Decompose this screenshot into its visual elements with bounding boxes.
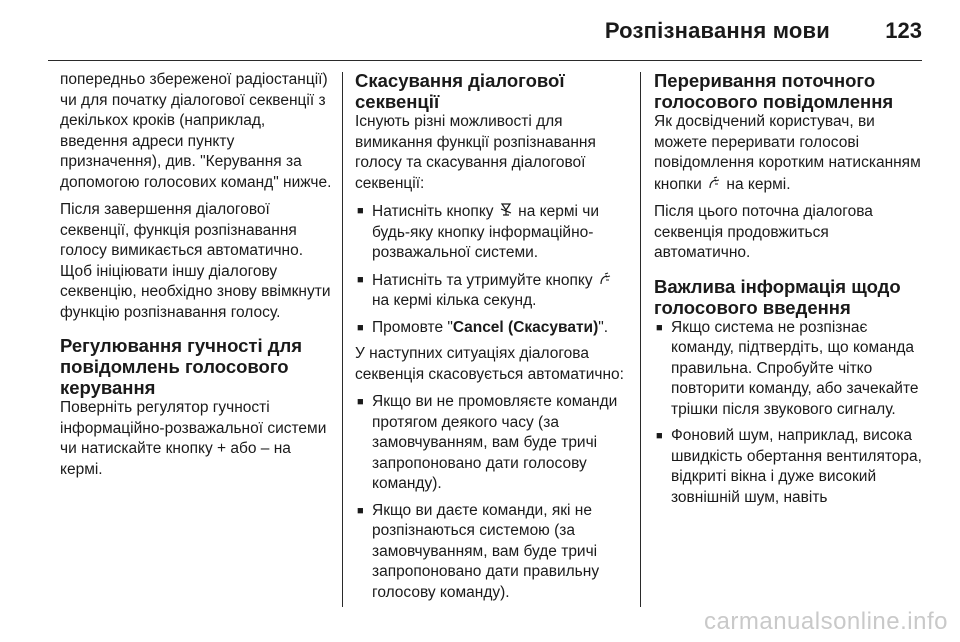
list-auto-cancel [355, 392, 627, 603]
page-header [0, 0, 960, 56]
list-item: ■ Якщо ви не промовляєте команди протягом деякого часу (за замовчуванням, вам буде тричі запропоновано дати голосову команду). [357, 393, 618, 492]
list-item: ■ Натисніть кнопку на кермі чи будь-яку кнопку інформаційно-розважальної системи. [357, 203, 599, 261]
heading-cancel: Скасування діалогової секвенції [355, 70, 565, 112]
heading-interrupt: Переривання поточного голосового повідомлення [654, 70, 894, 112]
bullet-icon: ■ [357, 321, 364, 334]
list-item: ■ Якщо ви даєте команди, які не розпізнаються системою (за замовчуванням, вам буде тричі запропоновано дати правильну голосову команду). [357, 501, 600, 601]
list-cancel-methods [355, 201, 627, 338]
page-number: 123 [885, 18, 922, 43]
column-2 [355, 70, 627, 609]
voice-control-icon [599, 270, 611, 291]
heading-volume: Регулювання гучності для повідомлень голосового керування [60, 335, 303, 398]
watermark: carmanualsonline.info [704, 608, 948, 635]
paragraph-volume: Поверніть регулятор гучності інформаційно-розважальної системи чи натискайте кнопку + або – на кермі. [60, 399, 327, 478]
column-divider-2 [640, 72, 641, 607]
paragraph-continuation: попередньо збереженої радіостанції) чи для початку діалогової секвенції з декількох кроків (наприклад, введення адреси пункту призначення), див. "Керування за допомогою голосових команд" нижче. [60, 71, 332, 191]
mute-call-icon [500, 201, 512, 222]
bullet-icon: ■ [357, 504, 364, 517]
column-1 [60, 70, 332, 487]
list-item: ■ Натисніть та утримуйте кнопку на кермі кілька секунд. [355, 270, 627, 312]
paragraph-after-interrupt: Після цього поточна діалогова секвенція продовжиться автоматично. [654, 203, 873, 261]
paragraph-dialogue-end: Після завершення діалогової секвенції, функція розпізнавання голосу вимикається автоматично. Щоб ініціювати іншу діалогову секвенцію, необхідно знову ввімкнути функцію розпізнавання голосу. [60, 201, 331, 321]
list-item: ■ Промовте "Cancel (Скасувати)". [355, 318, 627, 339]
list-item: ■ Якщо система не розпізнає команду, підтвердіть, що команда правильна. Спробуйте чітко повторити команду, або зачекайте трішки після звукового сигналу. [656, 318, 919, 418]
bullet-icon: ■ [357, 273, 364, 286]
paragraph-auto-cancel: У наступних ситуаціях діалогова секвенція скасовується автоматично: [355, 345, 624, 383]
column-3 [654, 70, 926, 514]
header-divider [48, 60, 922, 61]
bullet-icon: ■ [357, 205, 364, 217]
page-title: Розпізнавання мови [604, 18, 830, 43]
column-divider-1 [342, 72, 343, 607]
bullet-icon: ■ [656, 430, 663, 442]
voice-command-cancel: Cancel (Скасувати) [452, 318, 599, 336]
paragraph-interrupt: Як досвідчений користувач, ви можете переривати голосові повідомлення коротким натисканням кнопки на кермі. [654, 113, 921, 193]
voice-control-icon [708, 174, 720, 195]
list-item: ■ Фоновий шум, наприклад, висока швидкість обертання вентилятора, відкриті вікна і дуже високий зовнішній шум, навіть [656, 427, 922, 506]
list-important [654, 318, 926, 509]
bullet-icon: ■ [656, 321, 663, 334]
paragraph-cancel-intro: Існують різні можливості для вимикання функції розпізнавання голосу та скасування діалогової секвенції: [355, 113, 596, 192]
heading-important: Важлива інформація щодо голосового введення [654, 275, 901, 318]
bullet-icon: ■ [357, 396, 364, 408]
